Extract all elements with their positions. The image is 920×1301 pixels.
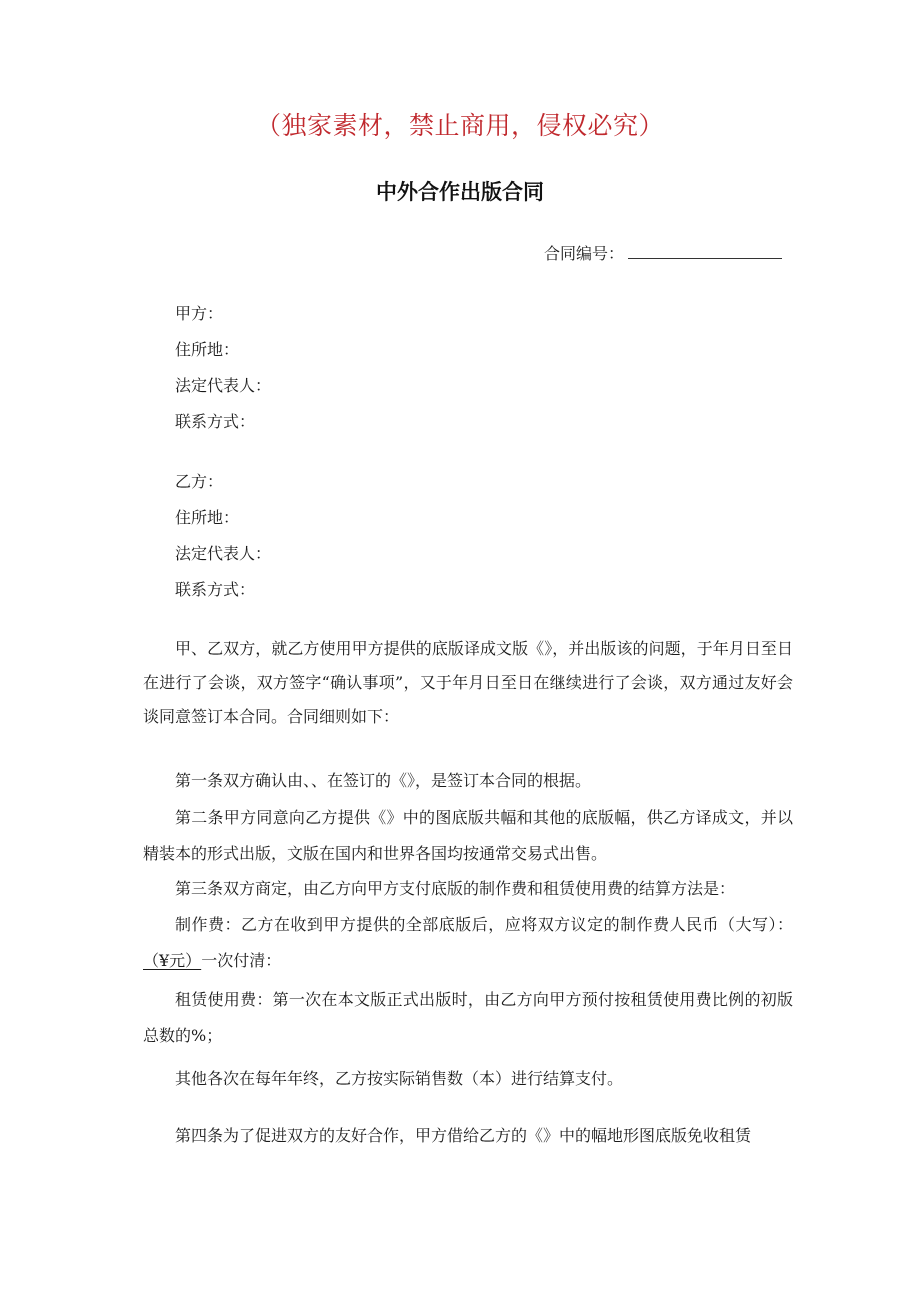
party-a-name-label: 甲方： [175, 304, 224, 323]
party-a-rep-label: 法定代表人： [175, 376, 272, 395]
article-3: 第三条双方商定，由乙方向甲方支付底版的制作费和租赁使用费的结算方法是： [175, 879, 736, 898]
article-2: 第二条甲方同意向乙方提供《》中的图底版共幅和其他的底版幅，供乙方译成文，并以精装本的形式出版，文版在国内和世界各国均按通常交易式出售。 [143, 808, 793, 863]
party-b-contact-label: 联系方式： [175, 580, 256, 599]
production-fee-payment: 一次付清： [201, 951, 282, 970]
watermark-notice: （独家素材，禁止商用，侵权必究） [255, 111, 664, 140]
article-1: 第一条双方确认由、、在签订的《》，是签订本合同的根据。 [175, 771, 592, 790]
contract-number [544, 241, 782, 264]
production-fee-text: 制作费：乙方在收到甲方提供的全部底版后，应将双方议定的制作费人民币（大写）： [175, 915, 793, 934]
contract-number-blank [628, 242, 782, 259]
party-b-address-label: 住所地： [175, 508, 240, 527]
party-b-block [175, 464, 271, 608]
intro-paragraph: 甲、乙双方，就乙方使用甲方提供的底版译成文版《》，并出版该的问题，于年月日至日在进行了会谈，双方签字“确认事项”，又于年月日至日在继续进行了会谈，双方通过友好会谈同意签订本合同。合同细则如下： [143, 639, 793, 726]
annual-settlement-clause: 其他各次在每年年终，乙方按实际销售数（本）进行结算支付。 [175, 1069, 624, 1088]
article-4: 第四条为了促进双方的友好合作，甲方借给乙方的《》中的幅地形图底版免收租赁 [175, 1126, 752, 1145]
production-fee-amount: （¥元） [143, 951, 202, 970]
party-b-name-label: 乙方： [175, 472, 224, 491]
rental-fee-clause: 租赁使用费：第一次在本文版正式出版时，由乙方向甲方预付按租赁使用费比例的初版总数的%； [143, 990, 793, 1045]
contract-number-label: 合同编号： [544, 244, 625, 263]
party-a-address-label: 住所地： [175, 340, 240, 359]
party-a-block [175, 296, 271, 440]
party-b-rep-label: 法定代表人： [175, 544, 272, 563]
production-fee-clause [143, 907, 793, 979]
party-a-contact-label: 联系方式： [175, 412, 256, 431]
page-title: 中外合作出版合同 [376, 180, 544, 204]
